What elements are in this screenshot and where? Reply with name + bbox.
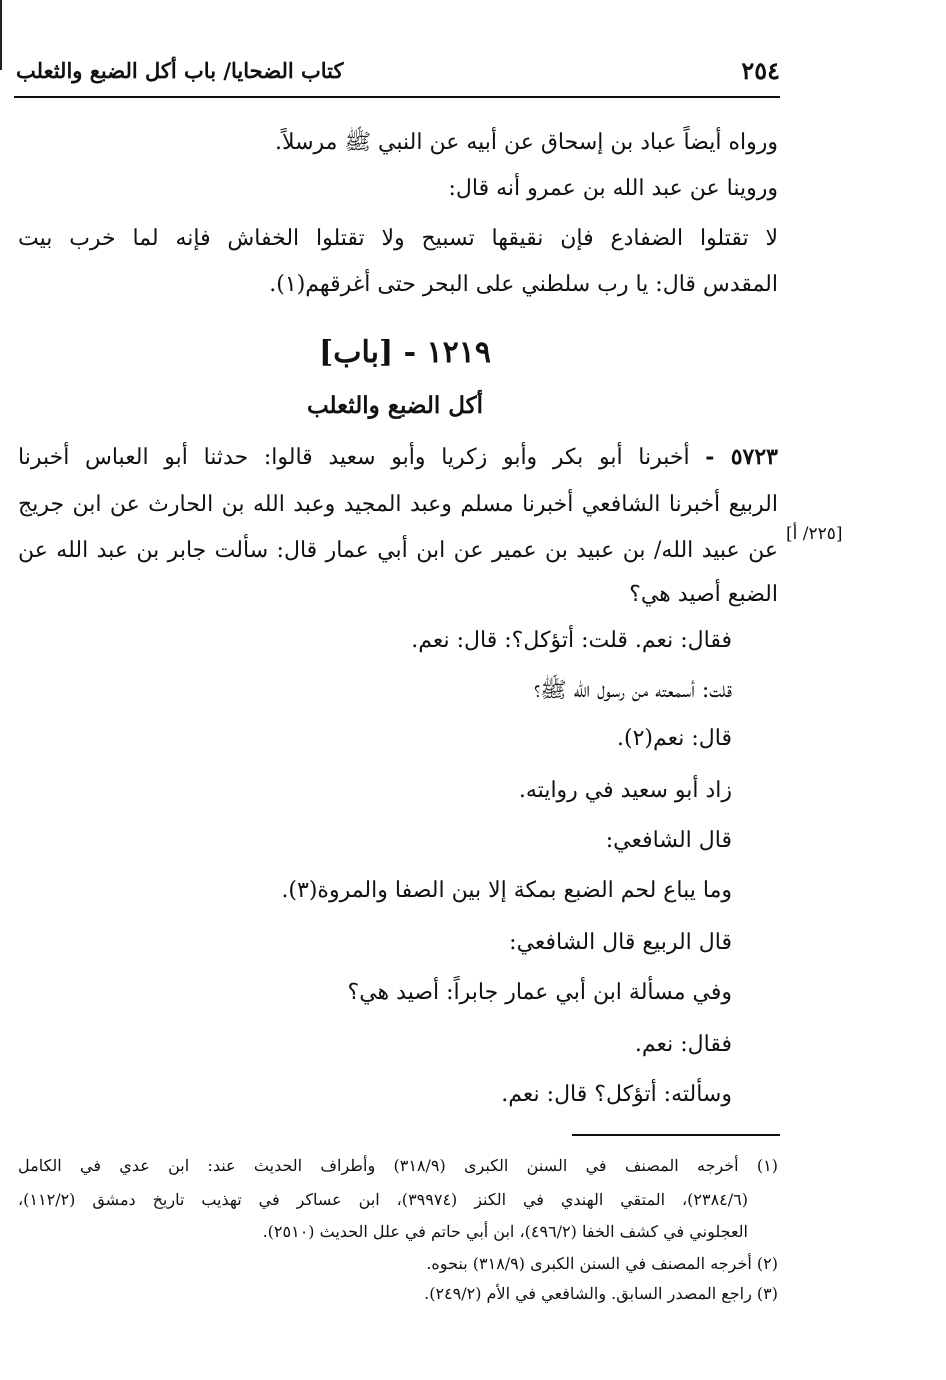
chapter-heading: ١٢١٩ - [باب] [319, 335, 491, 370]
running-title: كتاب الضحايا/ باب أكل الضبع والثعلب [16, 58, 344, 83]
footnote-line: (٢٣٨٤/٦)، المتقي الهندي في الكنز (٣٩٩٧٤)، ابن عساكر في تهذيب تاريخ دمشق (١١٢/٢)، [18, 1190, 748, 1209]
hadith-line: الربيع أخبرنا الشافعي أخبرنا مسلم وعبد المجيد وعبد الله بن الحارث عن ابن جريج [18, 492, 778, 517]
dialogue-line: وما يباع لحم الضبع بمكة إلا بين الصفا والمروة(٣). [281, 878, 732, 903]
manuscript-folio-marker: [٢٢٥/ أ] [786, 524, 843, 544]
hadith-text: أخبرنا أبو بكر وأبو زكريا وأبو سعيد قالوا: حدثنا أبو العباس أخبرنا [18, 445, 690, 470]
hadith-line: عن عبيد الله/ بن عبيد بن عمير عن ابن أبي عمار قال: سألت جابر بن عبد الله عن [18, 538, 778, 563]
footnote-separator [572, 1134, 780, 1136]
dialogue-line: فقال: نعم. [634, 1032, 732, 1057]
dialogue-line: قلت: أسمعته من رسول الله ﷺ؟ [534, 678, 732, 703]
chapter-subheading: أكل الضبع والثعلب [306, 392, 484, 419]
dialogue-line: زاد أبو سعيد في روايته. [518, 778, 732, 803]
dialogue-line: قال الشافعي: [605, 828, 732, 853]
paragraph-line: المقدس قال: يا رب سلطني على البحر حتى أغرقهم(١). [269, 272, 778, 297]
footnote-line: (٢) أخرجه المصنف في السنن الكبرى (٣١٨/٩) بنحوه. [426, 1254, 778, 1273]
hadith-line: الضبع أصيد هي؟ [629, 582, 778, 607]
page-edge-rule [0, 0, 2, 70]
paragraph-line: وروينا عن عبد الله بن عمرو أنه قال: [448, 176, 778, 201]
paragraph-line: ورواه أيضاً عباد بن إسحاق عن أبيه عن النبي ﷺ مرسلاً. [274, 130, 778, 155]
footnote-line: العجلوني في كشف الخفا (٤٩٦/٢)، ابن أبي حاتم في علل الحديث (٢٥١٠). [262, 1222, 748, 1241]
dialogue-line: فقال: نعم. قلت: أتؤكل؟: قال: نعم. [411, 628, 732, 653]
hadith-number: ٥٧٢٣ - [705, 444, 778, 470]
running-header [14, 52, 780, 98]
page-number: ٢٥٤ [741, 56, 780, 85]
dialogue-line: وفي مسألة ابن أبي عمار جابراً: أصيد هي؟ [347, 980, 732, 1005]
paragraph-line: لا تقتلوا الضفادع فإن نقيقها تسبيح ولا تقتلوا الخفاش فإنه لما خرب بيت [18, 226, 778, 251]
dialogue-line: قال الربيع قال الشافعي: [509, 930, 732, 955]
dialogue-line: وسألته: أتؤكل؟ قال: نعم. [501, 1082, 732, 1107]
footnote-line: (٣) راجع المصدر السابق. والشافعي في الأم (٢٤٩/٢). [424, 1284, 778, 1303]
footnote-line: (١) أخرجه المصنف في السنن الكبرى (٣١٨/٩) وأطراف الحديث عند: ابن عدي في الكامل [18, 1156, 779, 1175]
dialogue-line: قال: نعم(٢). [617, 726, 732, 751]
hadith-line [18, 444, 778, 470]
